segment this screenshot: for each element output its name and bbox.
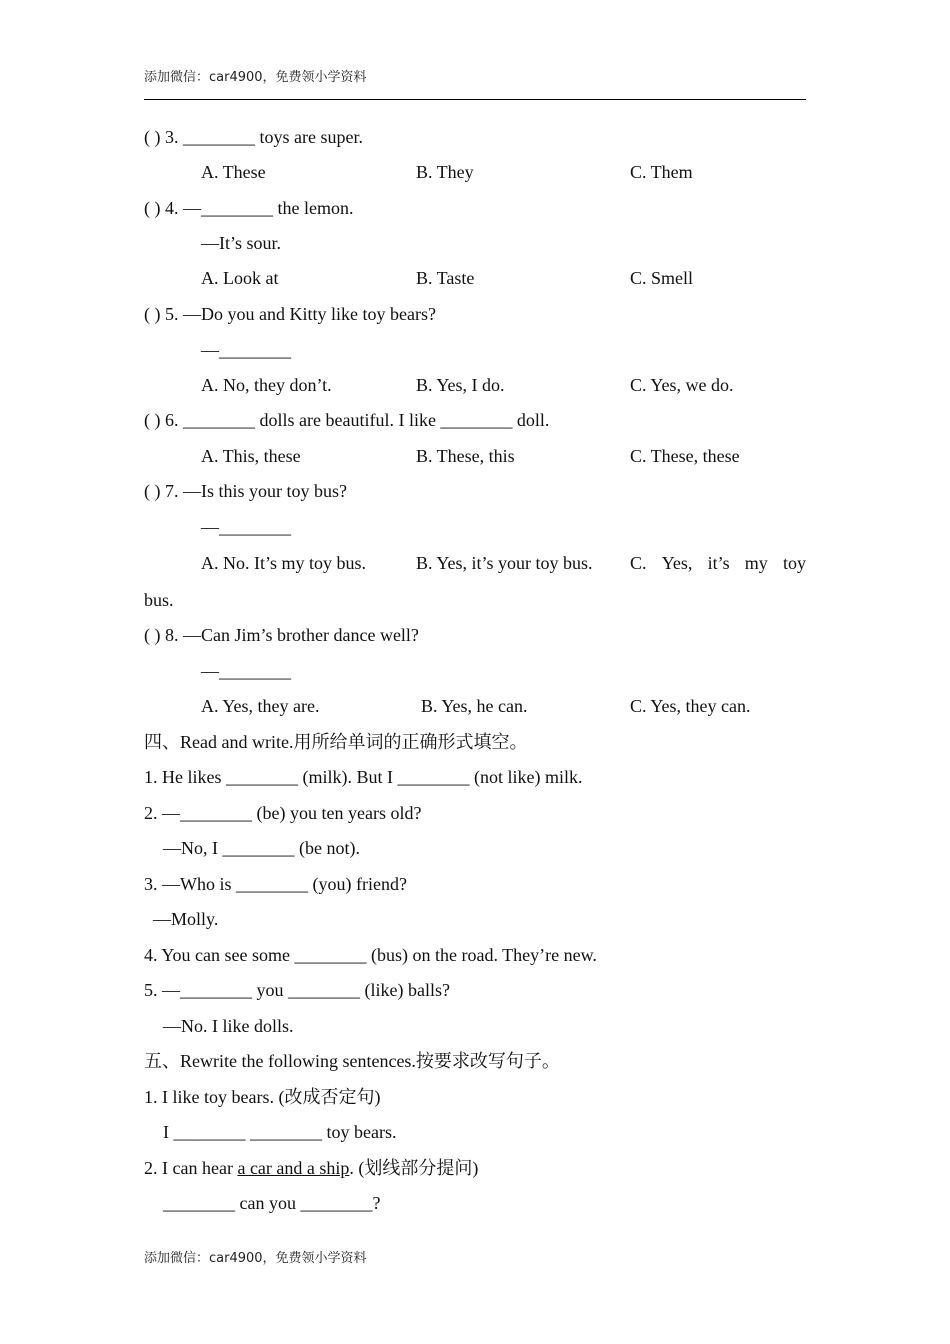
section-4-line: 4. You can see some ________ (bus) on the road. They’re new.: [144, 945, 597, 965]
sentence-2-underlined-phrase: a car and a ship: [237, 1158, 350, 1178]
question-7-option-c-word: toy: [782, 553, 806, 573]
sentence-2-prefix: 2. I can hear: [144, 1158, 238, 1178]
section-4-line: —No, I ________ (be not).: [163, 838, 360, 858]
section-5-sentence-1-answer: I ________ ________ toy bears.: [163, 1122, 397, 1142]
question-6-option-a: A. This, these: [201, 446, 301, 466]
header-text: 添加微信：car4900，免费领小学资料: [144, 70, 367, 85]
question-5-option-a: A. No, they don’t.: [201, 375, 332, 395]
question-8-stem: ( ) 8. —Can Jim’s brother dance well?: [144, 625, 419, 645]
section-4-line: —No. I like dolls.: [163, 1016, 294, 1036]
question-4-stem: ( ) 4. —________ the lemon.: [144, 198, 354, 218]
section-5-title: 五、Rewrite the following sentences.按要求改写句子。: [144, 1051, 560, 1071]
section-4-line: 3. —Who is ________ (you) friend?: [144, 874, 407, 894]
question-8-option-a: A. Yes, they are.: [201, 696, 320, 716]
header-divider: [144, 99, 806, 100]
question-7-option-b: B. Yes, it’s your toy bus.: [416, 553, 593, 573]
question-5-option-b: B. Yes, I do.: [416, 375, 505, 395]
section-5-sentence-2: [144, 1157, 478, 1179]
section-5-sentence-2-answer: ________ can you ________?: [163, 1193, 381, 1213]
question-8-option-c: C. Yes, they can.: [630, 696, 751, 716]
question-6-option-c: C. These, these: [630, 446, 740, 466]
question-5-option-c: C. Yes, we do.: [630, 375, 734, 395]
question-7-option-c-word: Yes,: [661, 553, 693, 573]
question-3-option-a: A. These: [201, 162, 266, 182]
section-4-line: 1. He likes ________ (milk). But I ________ (not like) milk.: [144, 767, 583, 787]
question-4-option-b: B. Taste: [416, 268, 475, 288]
question-8-option-b: B. Yes, he can.: [421, 696, 528, 716]
question-4-reply: —It’s sour.: [201, 233, 282, 253]
question-3-option-c: C. Them: [630, 162, 693, 182]
sentence-2-suffix: . (划线部分提问): [349, 1158, 479, 1178]
question-7-option-c-word: my: [744, 553, 768, 573]
question-7-option-a: A. No. It’s my toy bus.: [201, 553, 367, 573]
question-7-option-c: [630, 552, 806, 574]
question-4-option-a: A. Look at: [201, 268, 279, 288]
question-3-option-b: B. They: [416, 162, 474, 182]
question-5-stem: ( ) 5. —Do you and Kitty like toy bears?: [144, 304, 436, 324]
question-7-option-c-word: C.: [630, 553, 647, 573]
section-4-line: —Molly.: [153, 909, 219, 929]
question-3-stem: ( ) 3. ________ toys are super.: [144, 127, 363, 147]
question-4-option-c: C. Smell: [630, 268, 694, 288]
section-4-title: 四、Read and write.用所给单词的正确形式填空。: [144, 732, 528, 752]
section-4-line: 2. —________ (be) you ten years old?: [144, 803, 422, 823]
section-4-line: 5. —________ you ________ (like) balls?: [144, 980, 450, 1000]
footer-text: 添加微信：car4900，免费领小学资料: [144, 1251, 367, 1266]
question-7-stem: ( ) 7. —Is this your toy bus?: [144, 481, 347, 501]
question-7-reply: —________: [201, 517, 291, 537]
question-6-stem: ( ) 6. ________ dolls are beautiful. I like ________ doll.: [144, 410, 550, 430]
question-7-option-c-continued: bus.: [144, 590, 174, 610]
question-5-reply: —________: [201, 340, 291, 360]
section-5-sentence-1: 1. I like toy bears. (改成否定句): [144, 1087, 381, 1107]
question-7-option-c-word: it’s: [707, 553, 730, 573]
question-6-option-b: B. These, this: [416, 446, 515, 466]
question-8-reply: —________: [201, 661, 291, 681]
